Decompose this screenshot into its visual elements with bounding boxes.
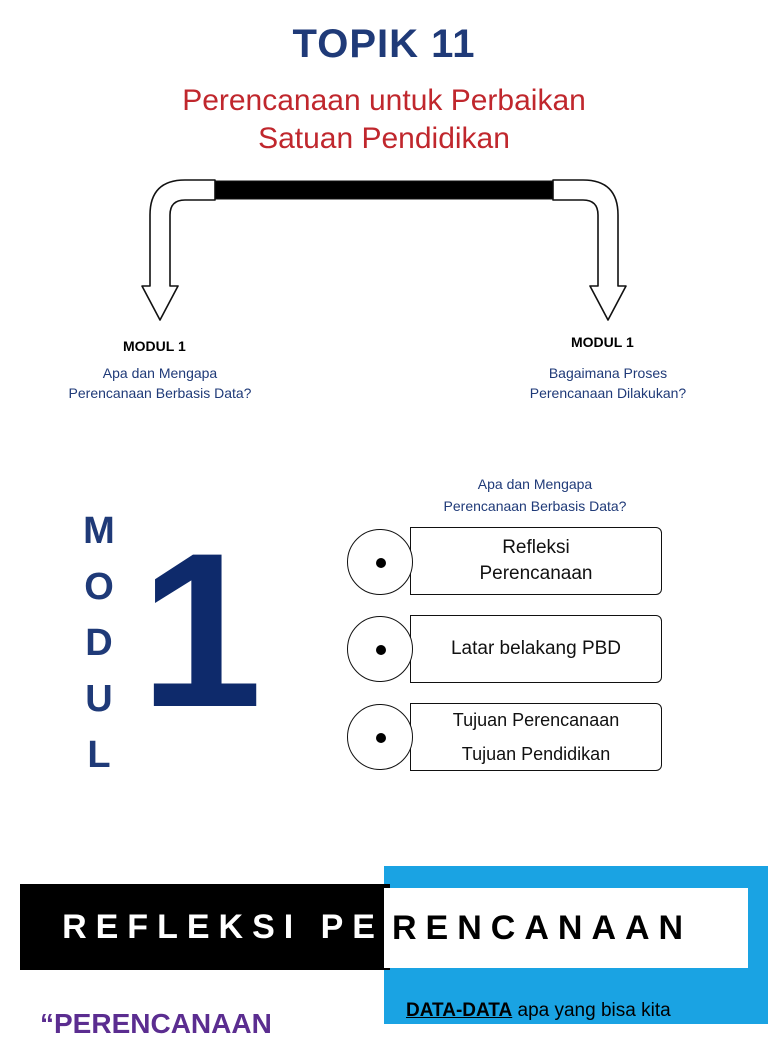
connector-bar (215, 181, 553, 199)
topic-item-tujuan (410, 703, 662, 771)
vertical-letter-u: U (85, 678, 113, 720)
topic-item-line-1: Refleksi (502, 537, 570, 558)
topic-item-refleksi (410, 527, 662, 595)
vertical-letter-d: D (85, 622, 113, 664)
banner-title-right: RENCANAAN (392, 909, 693, 947)
vertical-letter-l: L (87, 734, 111, 776)
topic-subtitle (110, 82, 658, 158)
topic-item-line-1: Tujuan Perencanaan (452, 710, 620, 730)
topic-item-text (479, 535, 592, 587)
left-question-line-2: Perencanaan Berbasis Data? (68, 385, 252, 401)
left-module-label: MODUL 1 (123, 338, 186, 354)
right-question-line-2: Perencanaan Dilakukan? (529, 385, 687, 401)
topic-item-line-2: Tujuan Pendidikan (461, 744, 611, 764)
subtitle-line-1: Perencanaan untuk Perbaikan (182, 84, 586, 117)
banner-title-left: REFLEKSI PE (62, 908, 384, 946)
topic-title: TOPIK 11 (292, 22, 476, 66)
quote-heading: “PERENCANAAN (40, 1008, 272, 1039)
bullet-circle-icon (347, 616, 413, 682)
left-module-question (40, 363, 280, 403)
subtitle-line-2: Satuan Pendidikan (258, 122, 510, 155)
bullet-circle-icon (347, 704, 413, 770)
module1-question (410, 473, 660, 517)
bullet-dot-icon (376, 733, 386, 743)
data-label: DATA-DATA (406, 1000, 513, 1021)
module1-question-line-2: Perencanaan Berbasis Data? (443, 498, 627, 514)
module-number: 1 (140, 507, 263, 753)
right-question-line-1: Bagaimana Proses (548, 365, 668, 381)
branch-arrows-diagram (0, 170, 768, 330)
topic-item-latar-belakang (410, 615, 662, 683)
topic-item-line-1: Latar belakang PBD (450, 638, 622, 659)
data-question-text (406, 1000, 671, 1022)
right-module-label: MODUL 1 (571, 334, 634, 350)
topic-item-text (453, 703, 619, 771)
data-rest: apa yang bisa kita (512, 1000, 671, 1021)
left-branch-arrow (142, 180, 215, 320)
module1-question-line-1: Apa dan Mengapa (477, 476, 593, 492)
vertical-letter-o: O (84, 566, 114, 608)
right-module-question (498, 363, 718, 403)
vertical-letter-m: M (83, 510, 115, 552)
bullet-dot-icon (376, 558, 386, 568)
topic-item-line-2: Perencanaan (479, 563, 593, 584)
bullet-circle-icon (347, 529, 413, 595)
left-question-line-1: Apa dan Mengapa (102, 365, 218, 381)
right-branch-arrow (553, 180, 626, 320)
bullet-dot-icon (376, 645, 386, 655)
